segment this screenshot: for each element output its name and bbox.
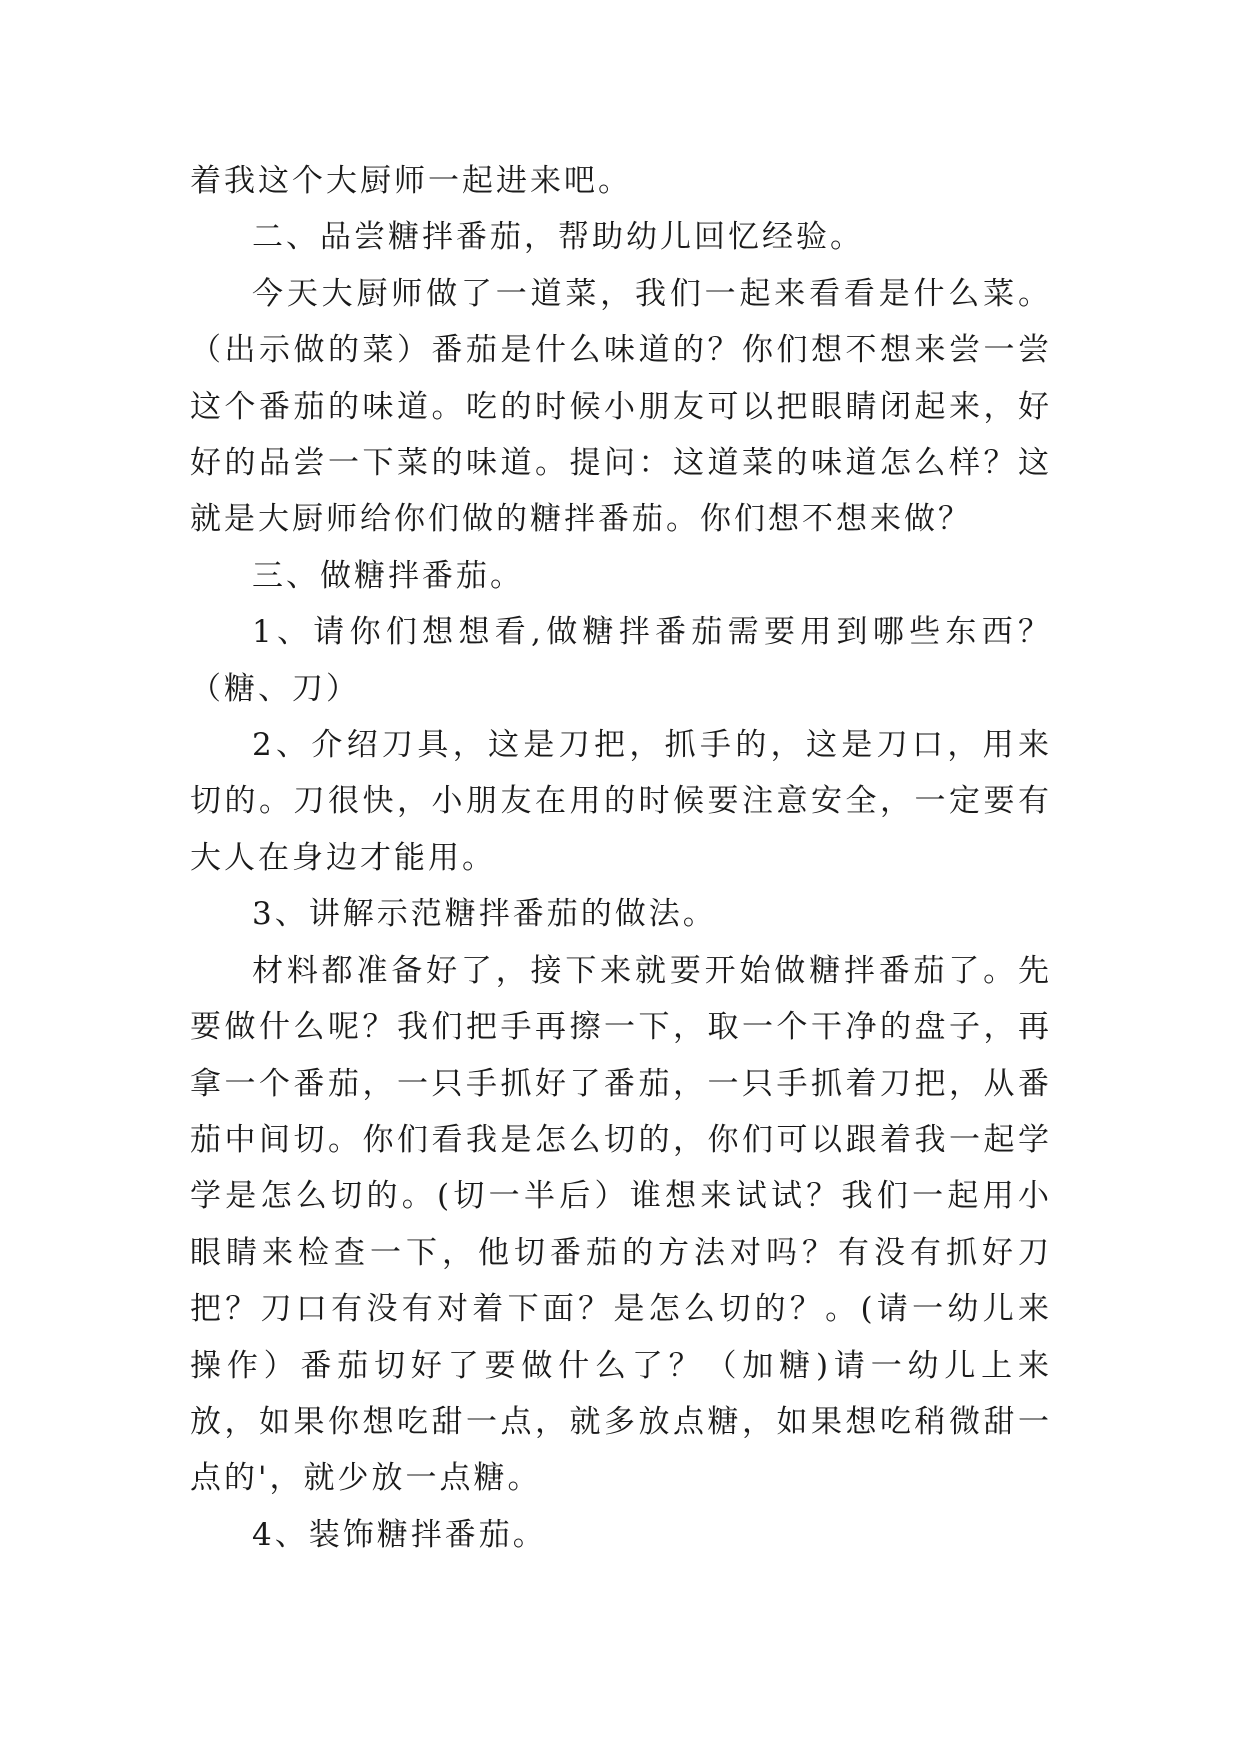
paragraph-tasting: 今天大厨师做了一道菜，我们一起来看看是什么菜。（出示做的菜）番茄是什么味道的？你们想不想来尝一尝这个番茄的味道。吃的时候小朋友可以把眼睛闭起来，好好的品尝一下菜的味道。提问：这道菜的味道怎么样？这就是大厨师给你们做的糖拌番茄。你们想不想来做？ [190,275,1052,538]
list-item-2: 2、介绍刀具，这是刀把，抓手的，这是刀口，用来切的。刀很快，小朋友在用的时候要注意安全，一定要有大人在身边才能用。 [190,727,1052,876]
section-heading-2: 二、品尝糖拌番茄，帮助幼儿回忆经验。 [252,219,864,256]
paragraph-demonstration: 材料都准备好了，接下来就要开始做糖拌番茄了。先要做什么呢？我们把手再擦一下，取一个干净的盘子，再拿一个番茄，一只手抓好了番茄，一只手抓着刀把，从番茄中间切。你们看我是怎么切的，你们可以跟着我一起学学是怎么切的。(切一半后）谁想来试试？我们一起用小眼睛来检查一下，他切番茄的方法对吗？有没有抓好刀把？刀口有没有对着下面？是怎么切的？。(请一幼儿来操作）番茄切好了要做什么了？（加糖)请一幼儿上来放，如果你想吃甜一点，就多放点糖，如果想吃稍微甜一点的'，就少放一点糖。 [190,952,1052,1497]
paragraph-continuation: 着我这个大厨师一起进来吧。 [190,163,632,199]
document-body [190,153,1052,1563]
section-heading-3: 三、做糖拌番茄。 [252,557,524,594]
list-item-4: 4、装饰糖拌番茄。 [252,1516,547,1553]
list-item-3: 3、讲解示范糖拌番茄的做法。 [252,896,717,933]
list-item-1: 1、请你们想想看,做糖拌番茄需要用到哪些东西？（糖、刀） [190,614,1052,707]
